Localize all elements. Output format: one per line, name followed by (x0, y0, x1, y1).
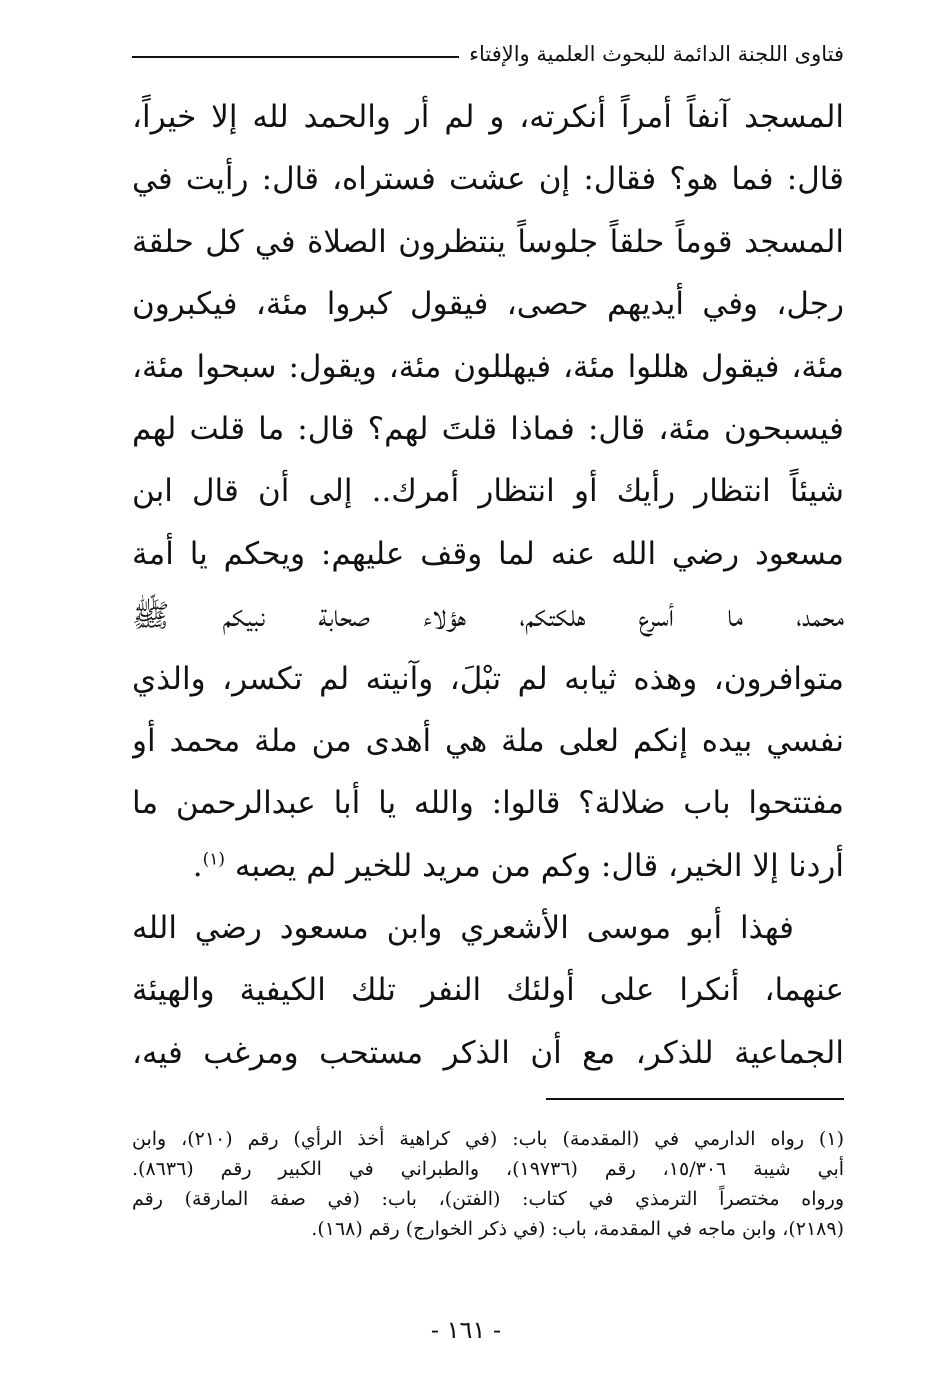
body-text (132, 86, 844, 1084)
body-line-text: أردنا إلا الخير، قال: وكم من مريد للخير لم يصبه (234, 847, 844, 884)
body-line: قال: فما هو؟ فقال: إن عشت فستراه، قال: رأيت في (132, 161, 844, 198)
footnotes (132, 1124, 844, 1244)
body-line: مسعود رضي الله عنه لما وقف عليهم: ويحكم يا أمة (132, 535, 844, 572)
footnote-line: أبي شيبة ١٥/٣٠٦، رقم (١٩٧٣٦)، والطبراني في الكبير رقم (٨٦٣٦). (132, 1158, 844, 1180)
sentence-period: . (192, 847, 203, 884)
running-header-title: فتاوى اللجنة الدائمة للبحوث العلمية والإفتاء (469, 42, 844, 66)
body-line: عنهما، أنكرا على أولئك النفر تلك الكيفية والهيئة (132, 972, 844, 1009)
body-line: فيسبحون مئة، قال: فماذا قلتَ لهم؟ قال: ما قلت لهم (132, 410, 844, 447)
body-line: مئة، فيقول هللوا مئة، فيهللون مئة، ويقول: سبحوا مئة، (132, 348, 844, 385)
body-line: رجل، وفي أيديهم حصى، فيقول كبروا مئة، فيكبرون (132, 286, 844, 323)
footnote-line: (١) رواه الدارمي في (المقدمة) باب: (في كراهية أخذ الرأي) رقم (٢١٠)، وابن (132, 1128, 844, 1150)
running-header (132, 34, 844, 74)
footnote-line: ورواه مختصراً الترمذي في كتاب: (الفتن)، باب: (في صفة المارقة) رقم (132, 1188, 844, 1210)
body-line: الجماعية للذكر، مع أن الذكر مستحب ومرغب فيه، (132, 1034, 844, 1071)
footnote-separator (546, 1098, 844, 1100)
body-line: متوافرون، وهذه ثيابه لم تبْلَ، وآنيته لم تكسر، والذي (132, 660, 844, 697)
footnote-line: (٢١٨٩)، وابن ماجه في المقدمة، باب: (في ذكر الخوارج) رقم (١٦٨). (311, 1218, 844, 1240)
body-line: المسجد قوماً حلقاً جلوساً ينتظرون الصلاة في كل حلقة (132, 223, 844, 260)
body-line: مفتتحوا باب ضلالة؟ قالوا: والله يا أبا عبدالرحمن ما (132, 785, 844, 822)
body-line: شيئاً انتظار رأيك أو انتظار أمرك.. إلى أن قال ابن (132, 473, 844, 510)
page-number: - ١٦١ - (430, 1316, 502, 1344)
footnote-reference[interactable]: (١) (202, 849, 226, 870)
body-line-paragraph-start: فهذا أبو موسى الأشعري وابن مسعود رضي الله (132, 910, 794, 947)
body-line: محمد، ما أسرع هلكتكم، هؤلاء صحابة نبيكم ﷺ (132, 598, 844, 635)
body-line-paragraph-end (132, 835, 844, 897)
body-line: نفسي بيده إنكم لعلى ملة هي أهدى من ملة محمد أو (132, 722, 844, 759)
body-line: المسجد آنفاً أمراً أنكرته، و لم أر والحمد لله إلا خيراً، (132, 99, 844, 135)
header-rule (132, 56, 459, 58)
